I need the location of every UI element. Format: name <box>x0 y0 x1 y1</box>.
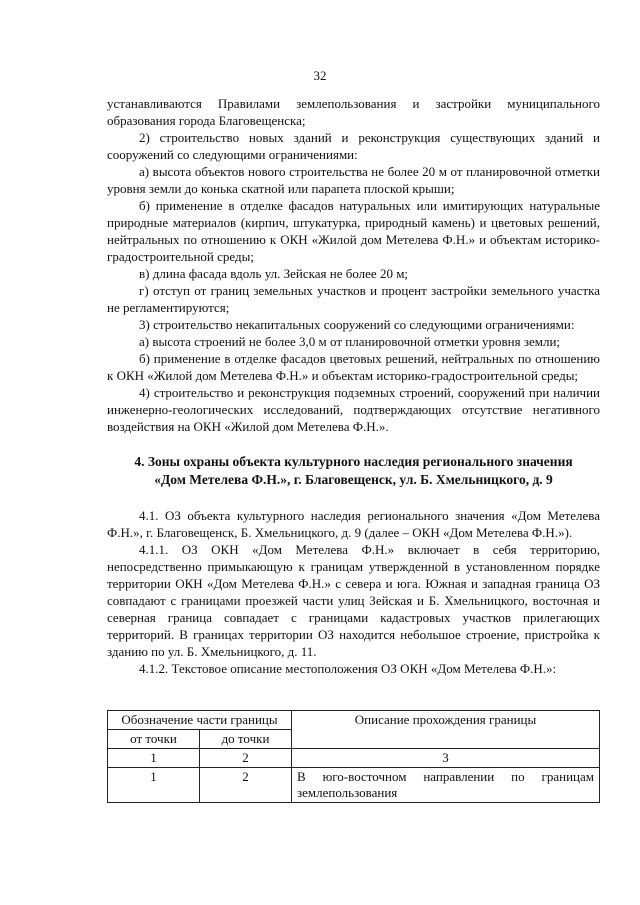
paragraph: 2) строительство новых зданий и реконструкция существующих зданий и сооружений со следующими ограничениями: <box>107 130 600 162</box>
bottom-paragraphs <box>107 507 600 677</box>
paragraph: б) применение в отделке фасадов натуральных или имитирующих натуральные природные материалов (кирпич, штукатурка, природный камень) и цветовых решений, нейтральных по отношению к ОКН «Жилой дом Метелева Ф.Н.» и объектам историко-градостроительной среды; <box>107 198 600 264</box>
header-to-cell: до точки <box>200 730 292 749</box>
document-body <box>107 95 600 677</box>
to-point-cell: 2 <box>200 768 292 803</box>
paragraph: 4) строительство и реконструкция подземных строений, сооружений при наличии инженерно-геологических исследований, подтверждающих отсутствие негативного воздействия на ОКН «Жилой дом Метелева Ф.Н.». <box>107 385 600 434</box>
paragraph: в) длина фасада вдоль ул. Зейская не более 20 м; <box>139 266 409 281</box>
paragraph: устанавливаются Правилами землепользования и застройки муниципального образования города Благовещенска; <box>107 96 600 128</box>
top-paragraphs <box>107 95 600 435</box>
paragraph: 4.1.1. ОЗ ОКН «Дом Метелева Ф.Н.» включает в себя территорию, непосредственно примыкающую к границам утвержденной в установленном порядке территории ОКН «Дом Метелева Ф.Н.» с севера и юга. Южная и западная граница ОЗ совпадают с границами проезжей части улиц Зейская и Б. Хмельницкого, восточная и северная граница совпадает с границами кадастровых участков прилегающих территорий. В границах территории ОЗ находится небольшое строение, пристройка к зданию по ул. Б. Хмельницкого, д. 11. <box>107 542 600 659</box>
table-numbering-row <box>108 749 600 768</box>
header-group-cell: Обозначение части границы <box>108 711 292 730</box>
paragraph: 4.1. ОЗ объекта культурного наследия регионального значения «Дом Метелева Ф.Н.», г. Благовещенск, Б. Хмельницкого, д. 9 (далее – ОКН «Дом Метелева Ф.Н.»). <box>107 508 600 540</box>
paragraph: г) отступ от границ земельных участков и процент застройки земельного участка не регламентируются; <box>107 283 600 315</box>
paragraph: б) применение в отделке фасадов цветовых решений, нейтральных по отношению к ОКН «Жилой дом Метелева Ф.Н.» и объектам историко-градостроительной среды; <box>107 351 600 383</box>
paragraph: а) высота объектов нового строительства не более 20 м от планировочной отметки уровня земли до конька скатной или парапета плоской крыши; <box>107 164 600 196</box>
table-row <box>108 768 600 803</box>
description-cell: В юго-восточном направлении по границам землепользования <box>292 768 600 803</box>
paragraph: 3) строительство некапитальных сооружений со следующими ограничениями: <box>139 317 575 332</box>
header-from-cell: от точки <box>108 730 200 749</box>
header-desc-cell: Описание прохождения границы <box>292 711 600 749</box>
from-point-cell: 1 <box>108 768 200 803</box>
numbering-cell: 1 <box>108 749 200 768</box>
table-header-row <box>108 711 600 730</box>
numbering-cell: 3 <box>292 749 600 768</box>
paragraph: 4.1.2. Текстовое описание местоположения ОЗ ОКН «Дом Метелева Ф.Н.»: <box>139 661 557 676</box>
section-heading: 4. Зоны охраны объекта культурного наследия регионального значения «Дом Метелева Ф.Н.», г. Благовещенск, ул. Б. Хмельницкого, д. 9 <box>134 454 573 487</box>
numbering-cell: 2 <box>200 749 292 768</box>
boundary-table <box>107 710 600 803</box>
paragraph: а) высота строений не более 3,0 м от планировочной отметки уровня земли; <box>139 334 561 349</box>
page-number: 32 <box>313 68 327 83</box>
